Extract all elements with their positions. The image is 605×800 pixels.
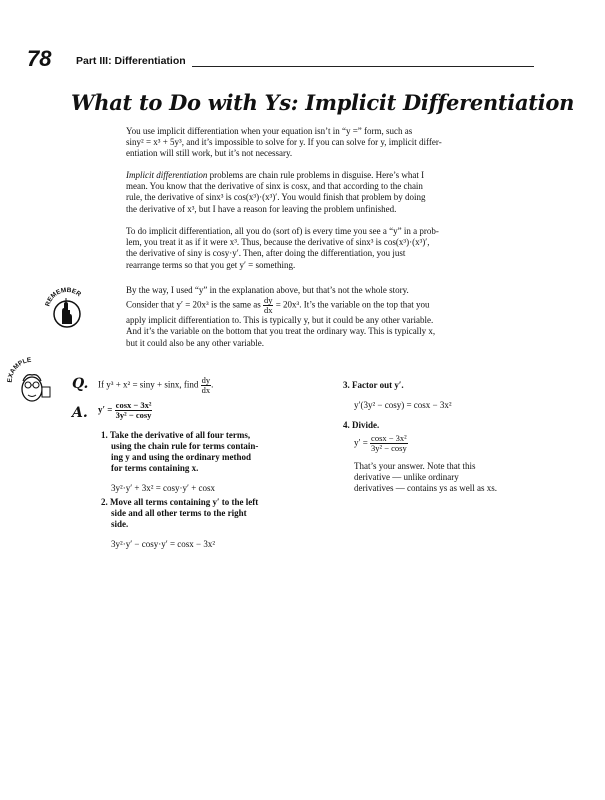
text-line: You use implicit differentiation when your equation isn’t in “y =” form, such as [126, 126, 413, 136]
example-icon [4, 355, 60, 411]
answer-note [343, 461, 497, 494]
fraction-denominator: dx [263, 305, 273, 316]
fraction-numerator: dy [263, 295, 273, 306]
question-end: . [211, 379, 214, 390]
answer-marker: A. [72, 405, 88, 421]
step-text: 2. Move all terms containing y′ to the left [101, 497, 259, 507]
text-line: apply implicit differentiation to. This is typically y, but it could be any other variable. [126, 315, 434, 326]
step-text: for terms containing x. [111, 463, 199, 473]
step-text: 3. Factor out y′. [343, 380, 404, 390]
fraction-numerator: cosx − 3x² [115, 400, 152, 410]
text-line: = 20x³. It’s the variable on the top that you [275, 299, 430, 310]
text-line: siny² = x³ + 5y³, and it’s impossible to solve for y. If you can solve for y, implicit differ- [126, 137, 442, 148]
text-line: rearrange terms so that you get y′ = something. [126, 259, 296, 270]
note-line: derivatives — contains ys as well as xs. [354, 483, 497, 493]
answer-lhs: y′ = [98, 404, 113, 415]
result-lhs: y′ = [354, 437, 368, 448]
remember-icon [43, 284, 91, 332]
header-rule [192, 66, 534, 67]
question-marker: Q. [72, 376, 89, 392]
note-line: That’s your answer. Note that this [354, 461, 476, 471]
fraction-numerator: cosx − 3x² [371, 433, 407, 443]
fraction-denominator: dx [201, 385, 211, 395]
text-line: problems are chain rule problems in disguise. Here’s what I [207, 170, 425, 180]
fraction-numerator: dy [201, 375, 211, 385]
answer-equation [98, 401, 152, 420]
text-line: By the way, I used “y” in the explanation above, but that’s not the whole story. [126, 285, 409, 295]
text-line: but it could also be any other variable. [126, 337, 264, 348]
question-fraction [201, 376, 212, 395]
paragraph-variables [126, 285, 498, 349]
example-label: EXAMPLE [6, 356, 32, 383]
text-line: To do implicit differentiation, all you do (sort of) is every time you see a “y” in a prob- [126, 226, 439, 236]
text-line: And it’s the variable on the bottom that you treat the ordinary way. This is typically x, [126, 326, 436, 337]
paragraph-intro [126, 126, 498, 160]
text-line: the derivative of siny is cosy·y′. Then, after doing the differentiation, you just [126, 248, 406, 259]
note-line: derivative — unlike ordinary [354, 472, 459, 482]
emphasis-term: Implicit differentiation [126, 170, 208, 180]
question-body: If y³ + x² = siny + sinx, find [98, 379, 199, 390]
derivative-fraction [263, 296, 274, 315]
step-text: 1. Take the derivative of all four terms, [101, 430, 251, 440]
step-3 [343, 380, 452, 410]
step-4 [343, 420, 497, 494]
page-number: 78 [27, 46, 52, 71]
step-text: side and all other terms to the right [111, 508, 247, 518]
step-text: 4. Divide. [343, 420, 380, 430]
paragraph-chain-rule [126, 170, 498, 215]
fraction-denominator: 3y² − cosy [115, 410, 152, 420]
question-text [98, 376, 213, 395]
section-heading: What to Do with Ys: Implicit Differentiation [71, 90, 575, 115]
paragraph-method [126, 226, 498, 271]
step-text: using the chain rule for terms contain- [111, 441, 259, 451]
text-line: mean. You know that the derivative of sinx is cosx, and that according to the chain [126, 181, 423, 192]
answer-fraction [115, 401, 153, 420]
fraction-denominator: 3y² − cosy [371, 443, 407, 453]
step-equation: 3y²·y′ − cosy·y′ = cosx − 3x² [111, 539, 216, 549]
text-line: rule, the derivative of sinx³ is cos(x³)·(x³)′. You would finish that problem by doing [126, 192, 426, 203]
text-line: entiation will still work, but it’s not necessary. [126, 148, 293, 159]
remember-label: REMEMBER [44, 286, 83, 308]
step-equation: 3y²·y′ + 3x² = cosy·y′ + cosx [111, 483, 216, 493]
step-text: ing y and using the ordinary method [111, 452, 252, 462]
step-1 [101, 430, 258, 493]
text-line: Consider that y′ = 20x³ is the same as [126, 299, 261, 310]
step-equation [343, 434, 497, 453]
step-equation: y′(3y² − cosy) = cosx − 3x² [354, 400, 452, 410]
result-fraction [370, 434, 408, 453]
text-line: lem, you treat it as if it were x³. Thus, because the derivative of sinx³ is cos(x³)·(x³)′, [126, 237, 430, 248]
step-text: side. [111, 519, 129, 529]
step-2 [101, 497, 258, 549]
text-line: the derivative of x³, but I have a reason for leaving the problem unfinished. [126, 203, 397, 214]
part-title: Part III: Differentiation [76, 55, 186, 67]
